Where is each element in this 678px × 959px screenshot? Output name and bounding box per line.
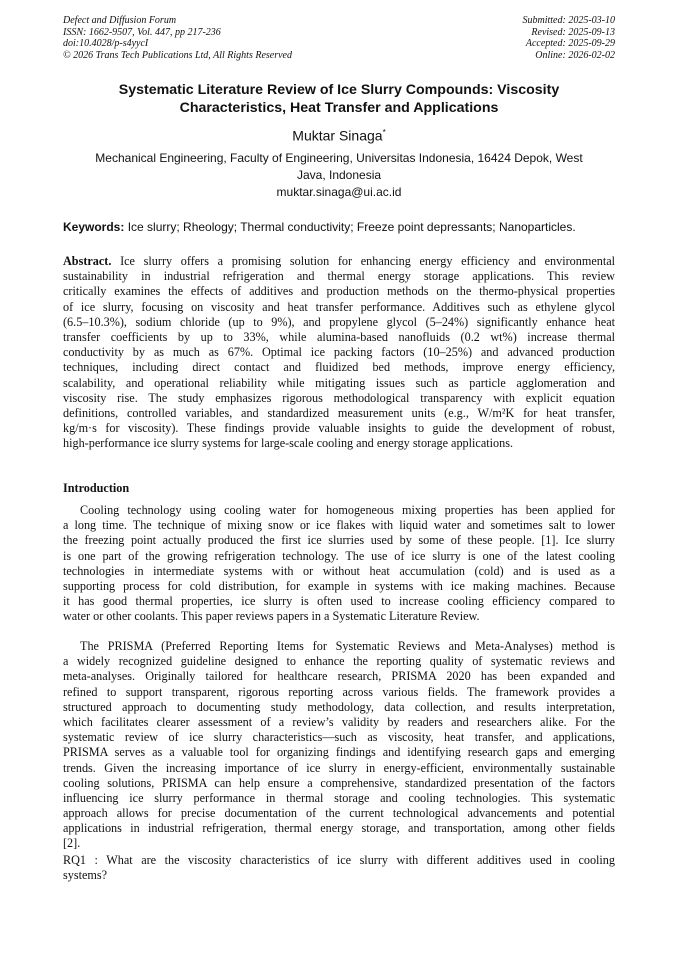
paragraph-line: structured approach to documenting study methodology, data collection, and results interpretation, bbox=[63, 699, 615, 714]
research-question-line: RQ1 : What are the viscosity characteristics of ice slurry with different additives used in cooling bbox=[63, 853, 615, 867]
paragraph-line: applications in industrial refrigeration, thermal energy storage, and transportation, among other fields bbox=[63, 821, 615, 836]
paragraph-line: PRISMA serves as a valuable tool for organizing findings and identifying research gaps and emerging bbox=[63, 745, 615, 760]
affiliation-line: Mechanical Engineering, Faculty of Engineering, Universitas Indonesia, 16424 Depok, West bbox=[95, 151, 583, 165]
accepted-date: Accepted: 2025-09-29 bbox=[525, 38, 615, 50]
paragraph-line: a long time. The technique of mixing snow or ice flakes with liquid water and sometimes salt to lower bbox=[63, 518, 615, 533]
abstract-line: techniques, including direct contact and fluidized bed methods, improve energy efficiency, bbox=[63, 360, 615, 375]
abstract-line: transfer coefficients by up to 33%, while alumina-based nanofluids (0.2 wt%) increase thermal bbox=[63, 329, 615, 344]
abstract-line: sustainability in industrial refrigeration and thermal energy storage applications. This review bbox=[63, 269, 615, 284]
author-email[interactable]: muktar.sinaga@ui.ac.id bbox=[276, 185, 402, 199]
paper-title bbox=[60, 81, 618, 117]
doi-line[interactable]: doi:10.4028/p-s4yycI bbox=[63, 38, 149, 50]
author-line bbox=[60, 124, 618, 145]
research-question-line: systems? bbox=[63, 868, 108, 883]
abstract-line: definitions, controlled variables, and standardized measurement units (e.g., W/m²K for heat transfer, bbox=[63, 405, 615, 420]
abstract-line: conductivity by as much as 67%. Optimal ice packing factors (10–25%) and advanced production bbox=[63, 345, 615, 360]
paragraph-line: [2]. bbox=[63, 836, 81, 851]
section-heading-introduction: Introduction bbox=[63, 481, 130, 495]
submitted-date: Submitted: 2025-03-10 bbox=[522, 15, 615, 26]
title-line: Systematic Literature Review of Ice Slurry Compounds: Viscosity bbox=[118, 82, 560, 98]
title-line: Characteristics, Heat Transfer and Applications bbox=[179, 100, 499, 116]
keywords bbox=[63, 219, 615, 235]
intro-paragraph-2 bbox=[63, 639, 615, 852]
abstract-line: kg/m·s for viscosity). These findings provide valuable insights to guide the development of robust, bbox=[63, 421, 615, 436]
author-name: Muktar Sinaga bbox=[292, 127, 383, 144]
abstract-text: Ice slurry offers a promising solution for enhancing energy efficiency and environmental bbox=[111, 254, 615, 268]
abstract-line: viscosity rise. The study emphasizes rigorous methodological transparency with explicit equation bbox=[63, 390, 615, 405]
abstract bbox=[63, 254, 615, 451]
paragraph-line: it has good thermal properties, ice slurry is often used to increase cooling efficiency compared to bbox=[63, 594, 615, 609]
paragraph-line: Cooling technology using cooling water for homogeneous mixing properties has been applied for bbox=[80, 503, 615, 517]
issn-line: ISSN: 1662-9507, Vol. 447, pp 217-236 bbox=[63, 26, 221, 38]
journal-header-left bbox=[63, 15, 292, 61]
paragraph-line: cooling solutions, PRISMA can help ensure a comprehensive, standardized presentation of the factors bbox=[63, 775, 615, 790]
paragraph-line: systematic review of ice slurry characteristics—such as viscosity, heat transfer, and applications, bbox=[63, 730, 615, 745]
abstract-line: critically examines the effects of additives and production methods on the thermo-physical properties bbox=[63, 284, 615, 299]
online-date: Online: 2026-02-02 bbox=[535, 49, 615, 61]
paragraph-line: The PRISMA (Preferred Reporting Items for Systematic Reviews and Meta-Analyses) method is bbox=[80, 639, 615, 653]
paragraph-line: which facilitates clearer assessment of a review’s validity by readers and researchers alike. For the bbox=[63, 714, 615, 729]
abstract-line: (6.5–10.3%), sodium chloride (up to 9%), and propylene glycol (5–24%) significantly enhance heat bbox=[63, 314, 615, 329]
keywords-text: Ice slurry; Rheology; Thermal conductivity; Freeze point depressants; Nanoparticles. bbox=[124, 220, 576, 234]
abstract-label: Abstract. bbox=[63, 254, 112, 268]
paragraph-line: technologies in intermediate systems with or without heat accumulation (cold) and is used as a bbox=[63, 563, 615, 578]
affiliation-line: Java, Indonesia bbox=[296, 167, 382, 182]
corresponding-author-mark: * bbox=[382, 128, 386, 137]
paragraph-line: the freezing point actually produced the first ice slurries used by some of these people. [1]. Ice slurry bbox=[63, 533, 615, 548]
keywords-label: Keywords: bbox=[63, 220, 125, 234]
paragraph-line: supporting process for cold distribution, for example in systems with ice making machines. Because bbox=[63, 578, 615, 593]
revised-date: Revised: 2025-09-13 bbox=[531, 26, 615, 38]
journal-name: Defect and Diffusion Forum bbox=[63, 15, 177, 26]
research-question-1 bbox=[63, 853, 615, 883]
copyright-line: © 2026 Trans Tech Publications Ltd, All Rights Reserved bbox=[63, 49, 292, 61]
paragraph-line: trends. Given the increasing importance of ice slurry in energy-efficient, environmentally sustainable bbox=[63, 760, 615, 775]
paragraph-line: is one part of the growing refrigeration technology. The use of ice slurry is one of the latest cooling bbox=[63, 548, 615, 563]
paragraph-line: approach allows for precise documentation of the current technological advancements and potential bbox=[63, 806, 615, 821]
paragraph-line: a widely recognized guideline designed to enhance the reporting quality of systematic reviews and bbox=[63, 654, 615, 669]
paragraph-line: refined to support transparent, rigorous reporting across various fields. The framework provides a bbox=[63, 684, 615, 699]
paragraph-line: water or other coolants. This paper reviews papers in a Systematic Literature Review. bbox=[63, 609, 480, 624]
paragraph-line: meta-analyses. Originally tailored for healthcare research, PRISMA 2020 has been expanded and bbox=[63, 669, 615, 684]
paragraph-line: influencing ice slurry performance in thermal storage and cooling technologies. This systematic bbox=[63, 790, 615, 805]
abstract-line bbox=[63, 254, 615, 269]
abstract-line: scalability, and operational reliability while mitigating issues such as particle agglomeration and bbox=[63, 375, 615, 390]
intro-paragraph-1 bbox=[63, 503, 615, 625]
abstract-line: of ice slurry, focusing on viscosity and heat transfer performance. Additives such as ethylene glycol bbox=[63, 299, 615, 314]
affiliation bbox=[63, 150, 615, 183]
journal-header-right bbox=[523, 15, 616, 61]
abstract-line: high-performance ice slurry systems for large-scale cooling and energy storage applications. bbox=[63, 436, 513, 451]
